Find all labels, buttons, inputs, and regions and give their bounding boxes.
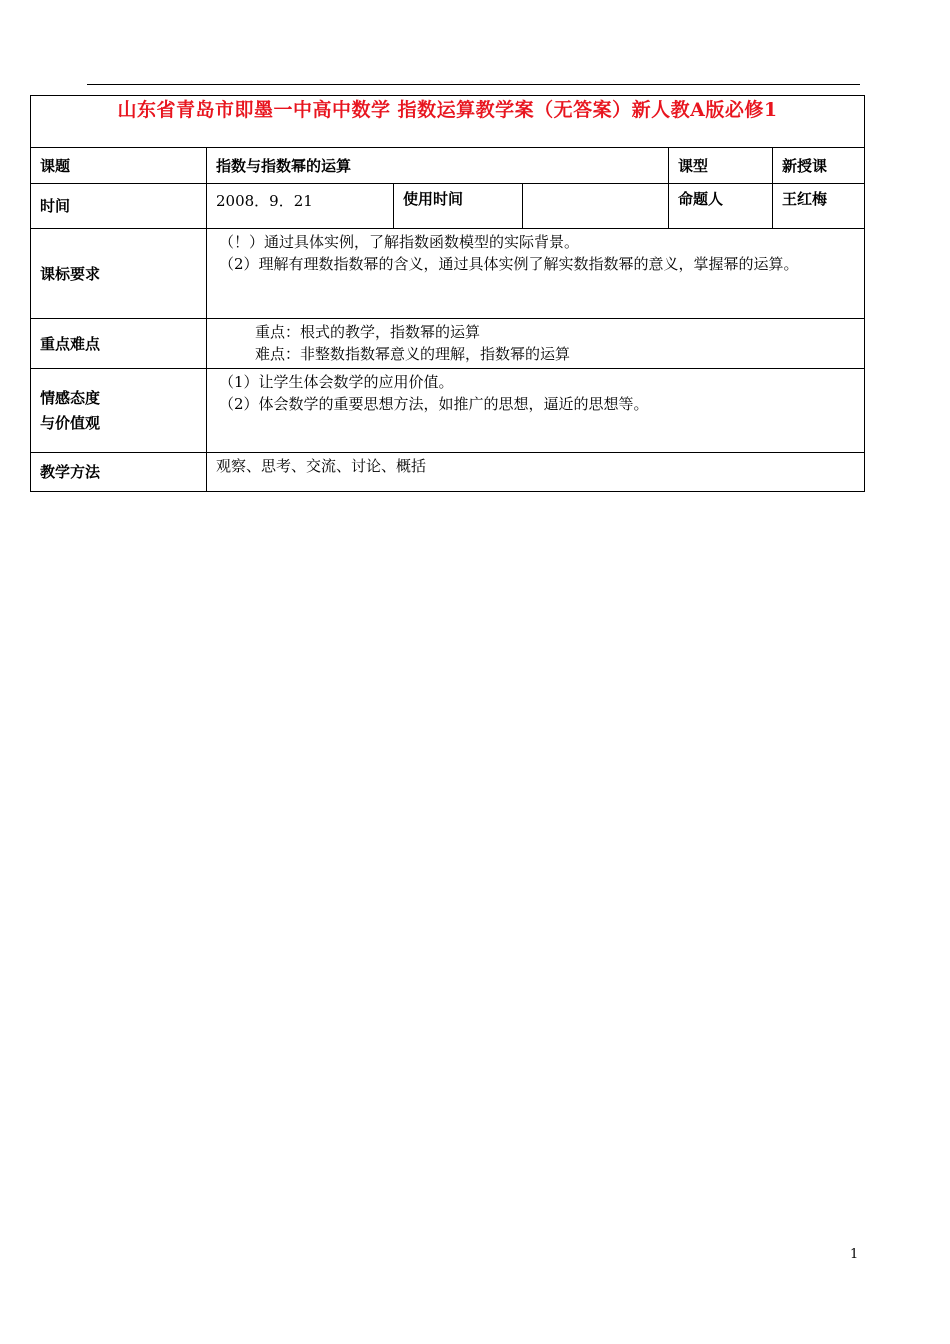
method-value: 观察、思考、交流、讨论、概括 (207, 453, 865, 492)
standards-label: 课标要求 (31, 229, 207, 319)
key-point-item: 重点：根式的教学，指数幂的运算 (255, 323, 481, 341)
usage-time-value (523, 184, 669, 229)
page-number: 1 (850, 1247, 859, 1262)
key-points-label: 重点难点 (31, 319, 207, 369)
lesson-plan-table (30, 95, 865, 492)
standards-item: （！）通过具体实例，了解指数函数模型的实际背景。 (219, 233, 580, 251)
topic-value: 指数与指数幂的运算 (207, 148, 669, 184)
author-value: 王红梅 (773, 184, 865, 229)
topic-label: 课题 (31, 148, 207, 184)
difficulty-item: 难点：非整数指数幂意义的理解，指数幂的运算 (255, 345, 571, 363)
document-title: 山东省青岛市即墨一中高中数学 指数运算教学案（无答案）新人教A版必修1 (31, 96, 865, 148)
method-label: 教学方法 (31, 453, 207, 492)
author-label: 命题人 (669, 184, 773, 229)
lesson-type-label: 课型 (669, 148, 773, 184)
values-item: （1）让学生体会数学的应用价值。 (219, 373, 454, 391)
values-item: （2）体会数学的重要思想方法，如推广的思想，逼近的思想等。 (219, 395, 649, 413)
key-points-content (207, 319, 865, 369)
values-label-line1: 情感态度 (40, 388, 101, 407)
values-label (31, 369, 207, 453)
standards-content (207, 229, 865, 319)
time-value: 2008．9．21 (207, 184, 394, 229)
time-label: 时间 (31, 184, 207, 229)
values-label-line2: 与价值观 (40, 413, 101, 432)
usage-time-label: 使用时间 (394, 184, 523, 229)
standards-item: （2）理解有理数指数幂的含义，通过具体实例了解实数指数幂的意义，掌握幂的运算。 (219, 255, 799, 273)
values-content (207, 369, 865, 453)
header-rule (87, 84, 860, 85)
lesson-type-value: 新授课 (773, 148, 865, 184)
